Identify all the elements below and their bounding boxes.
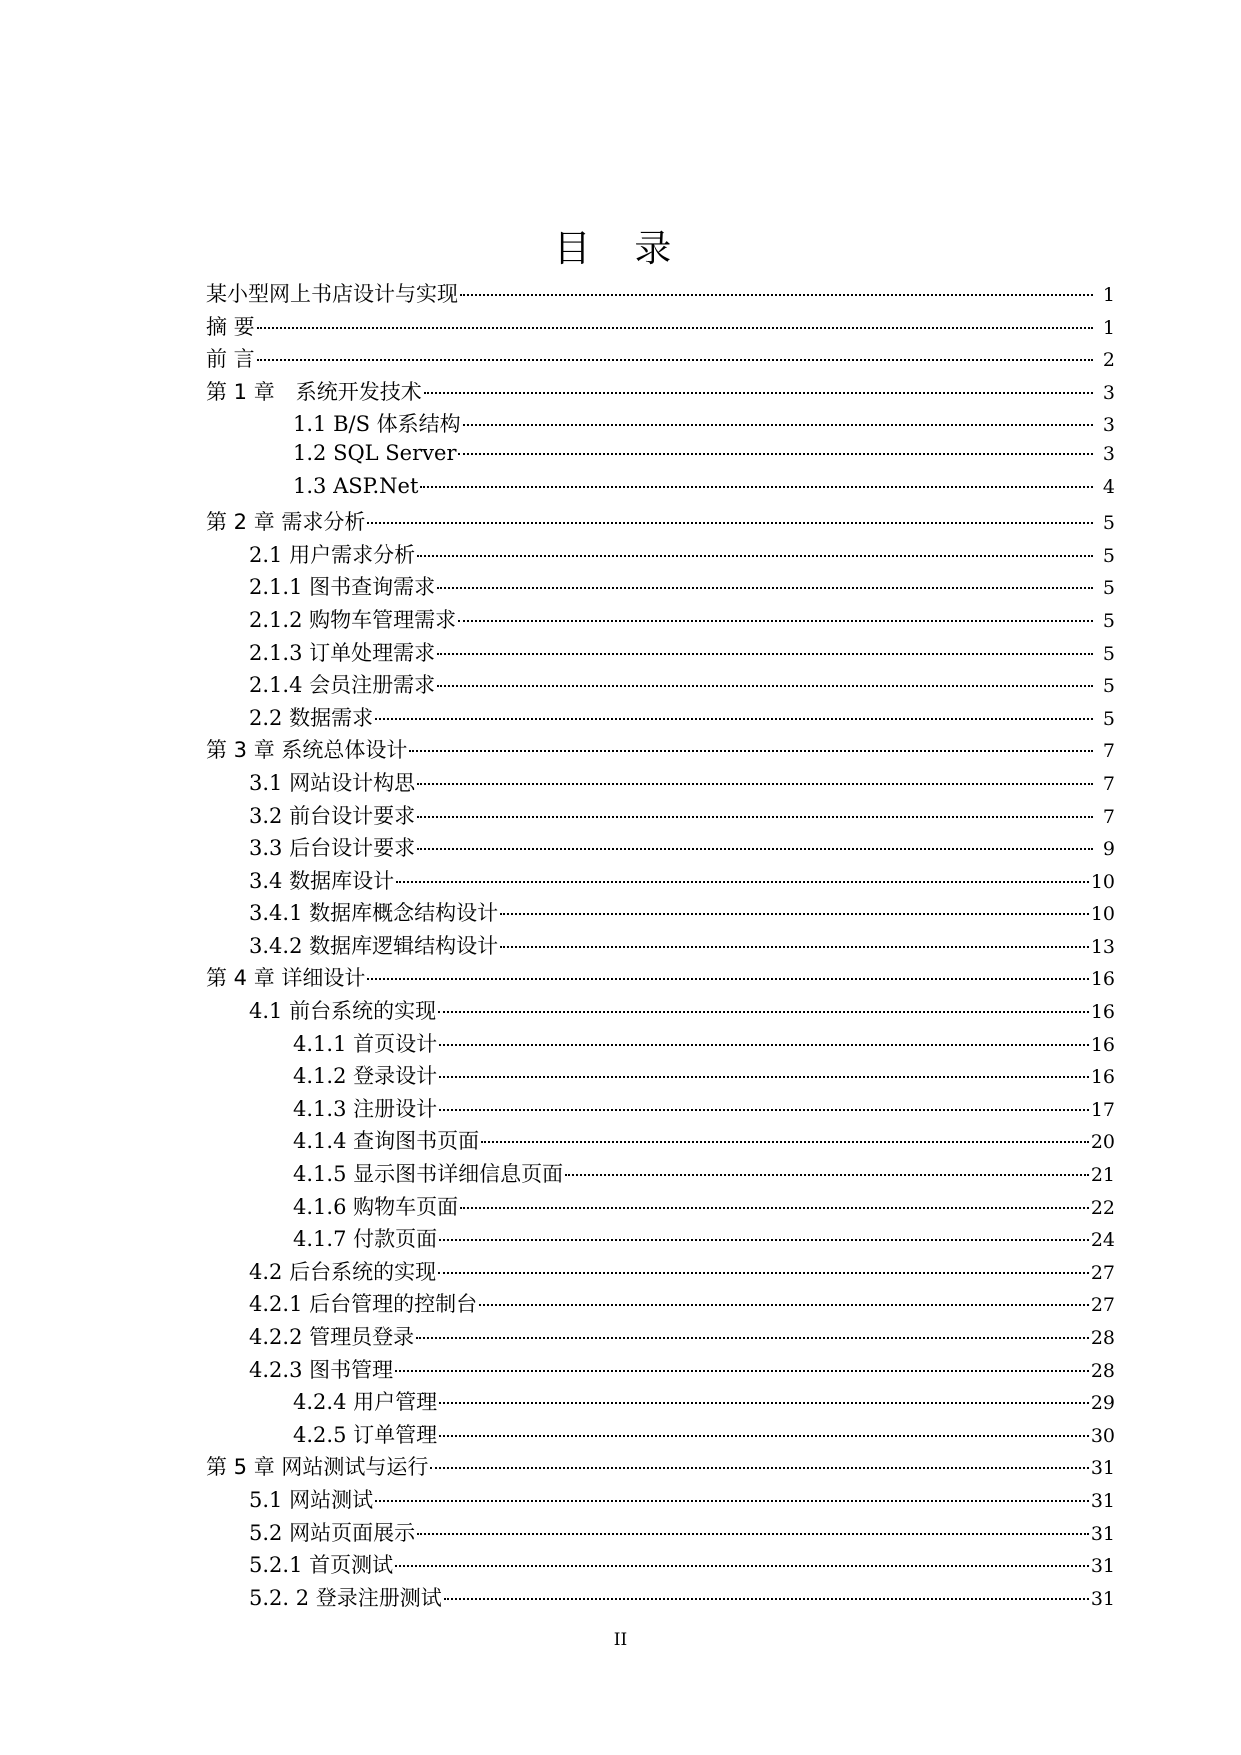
toc-entry-label: 2.1.3 订单处理需求 <box>249 640 436 665</box>
toc-entry[interactable] <box>206 1028 1115 1061</box>
toc-entry-label: 某小型网上书店设计与实现 <box>206 282 458 306</box>
dot-leader <box>438 1011 1089 1013</box>
toc-entry-page-number: 31 <box>1090 1555 1115 1578</box>
toc-entry[interactable] <box>206 1582 1115 1615</box>
toc-entry-page-number: 22 <box>1090 1196 1115 1219</box>
toc-entry-label: 2.1 用户需求分析 <box>249 542 416 567</box>
dot-leader <box>437 587 1093 589</box>
toc-entry-label: 第 5 章 网站测试与运行 <box>206 1455 429 1480</box>
toc-entry-label: 4.2 后台系统的实现 <box>249 1259 437 1284</box>
dot-leader <box>417 1533 1089 1535</box>
toc-entry[interactable] <box>206 604 1115 637</box>
page-title: 目 录 <box>553 227 688 270</box>
toc-entry[interactable] <box>206 1354 1115 1387</box>
toc-entry-page-number: 3 <box>1102 381 1115 404</box>
toc-entry-label: 2.2 数据需求 <box>249 705 374 730</box>
toc-entry-label: 4.1.6 购物车页面 <box>293 1194 459 1219</box>
toc-entry-page-number: 5 <box>1102 707 1115 730</box>
toc-entry[interactable] <box>206 1517 1115 1550</box>
toc-entry-label: 第 3 章 系统总体设计 <box>206 738 408 763</box>
toc-entry[interactable] <box>206 1419 1115 1452</box>
dot-leader <box>367 978 1088 980</box>
toc-entry-page-number: 21 <box>1090 1164 1115 1187</box>
dot-leader <box>460 294 1093 296</box>
toc-entry-page-number: 31 <box>1090 1489 1115 1512</box>
dot-leader <box>396 881 1089 883</box>
toc-entry-label: 3.4.2 数据库逻辑结构设计 <box>249 933 499 958</box>
toc-entry-page-number: 13 <box>1090 935 1115 958</box>
toc-entry[interactable] <box>206 1288 1115 1321</box>
dot-leader <box>458 620 1093 622</box>
toc-list <box>206 278 1115 1614</box>
dot-leader <box>417 555 1093 557</box>
toc-entry[interactable] <box>206 800 1115 833</box>
dot-leader <box>417 816 1093 818</box>
dot-leader <box>437 685 1093 687</box>
toc-entry-page-number: 16 <box>1090 1033 1115 1056</box>
page-number: II <box>613 1630 628 1650</box>
toc-entry[interactable] <box>206 1125 1115 1158</box>
toc-entry-label: 4.2.4 用户管理 <box>293 1390 438 1415</box>
toc-entry-page-number: 7 <box>1102 805 1115 828</box>
toc-entry-page-number: 27 <box>1090 1261 1115 1284</box>
toc-entry-label: 2.1.1 图书查询需求 <box>249 575 436 600</box>
toc-entry[interactable] <box>206 1386 1115 1419</box>
dot-leader <box>417 848 1093 850</box>
dot-leader <box>257 327 1093 329</box>
toc-entry-page-number: 5 <box>1102 544 1115 567</box>
toc-entry[interactable] <box>206 571 1115 604</box>
toc-entry-page-number: 16 <box>1090 1001 1115 1024</box>
toc-entry-page-number: 2 <box>1102 349 1115 372</box>
toc-entry[interactable] <box>206 832 1115 865</box>
toc-entry[interactable] <box>206 376 1115 409</box>
toc-entry-page-number: 31 <box>1090 1457 1115 1480</box>
toc-entry-label: 5.2 网站页面展示 <box>249 1520 416 1545</box>
toc-entry-label: 5.2.1 首页测试 <box>249 1553 394 1578</box>
dot-leader <box>439 1076 1089 1078</box>
toc-entry-label: 4.2.5 订单管理 <box>293 1422 438 1447</box>
dot-leader <box>565 1174 1089 1176</box>
toc-entry-page-number: 1 <box>1102 284 1115 306</box>
dot-leader <box>439 1402 1089 1404</box>
toc-entry[interactable] <box>206 962 1115 995</box>
toc-entry-label: 1.1 B/S 体系结构 <box>293 412 461 437</box>
toc-entry-label: 4.1.3 注册设计 <box>293 1096 438 1121</box>
toc-entry-page-number: 17 <box>1090 1098 1115 1121</box>
toc-entry-page-number: 10 <box>1090 903 1115 926</box>
toc-entry-page-number: 5 <box>1102 642 1115 665</box>
toc-entry-label: 4.1.5 显示图书详细信息页面 <box>293 1162 564 1187</box>
dot-leader <box>458 453 1093 455</box>
dot-leader <box>481 1141 1089 1143</box>
toc-entry-label: 第 4 章 详细设计 <box>206 966 366 991</box>
toc-entry[interactable] <box>206 669 1115 702</box>
dot-leader <box>479 1304 1089 1306</box>
toc-entry[interactable] <box>206 311 1115 344</box>
toc-entry-page-number: 29 <box>1090 1392 1115 1415</box>
toc-entry[interactable] <box>206 408 1115 441</box>
toc-entry-page-number: 1 <box>1102 316 1115 339</box>
toc-entry[interactable] <box>206 1484 1115 1517</box>
dot-leader <box>439 1109 1089 1111</box>
toc-entry[interactable] <box>206 441 1115 474</box>
toc-entry-label: 3.1 网站设计构思 <box>249 770 416 795</box>
toc-entry-label: 1.3 ASP.Net <box>293 473 419 498</box>
toc-entry[interactable] <box>206 865 1115 898</box>
toc-entry[interactable] <box>206 539 1115 572</box>
toc-entry[interactable] <box>206 474 1115 507</box>
toc-entry[interactable] <box>206 1060 1115 1093</box>
dot-leader <box>444 1598 1089 1600</box>
dot-leader <box>424 392 1093 394</box>
toc-entry-label: 4.2.1 后台管理的控制台 <box>249 1292 478 1317</box>
toc-entry-page-number: 10 <box>1090 870 1115 893</box>
toc-entry-label: 2.1.4 会员注册需求 <box>249 673 436 698</box>
toc-entry-page-number: 3 <box>1102 442 1115 465</box>
toc-entry[interactable] <box>206 897 1115 930</box>
dot-leader <box>417 783 1093 785</box>
toc-entry-label: 4.2.2 管理员登录 <box>249 1325 415 1349</box>
toc-entry-label: 4.1.1 首页设计 <box>293 1031 438 1056</box>
dot-leader <box>439 1435 1089 1437</box>
toc-entry[interactable] <box>206 767 1115 800</box>
dot-leader <box>463 424 1093 426</box>
toc-entry-label: 4.2.3 图书管理 <box>249 1357 394 1382</box>
toc-entry-page-number: 4 <box>1102 475 1115 498</box>
dot-leader <box>500 913 1089 915</box>
dot-leader <box>438 1272 1089 1274</box>
dot-leader <box>430 1467 1088 1469</box>
toc-entry-label: 3.4.1 数据库概念结构设计 <box>249 901 499 926</box>
toc-entry-label: 1.2 SQL Server <box>293 440 457 465</box>
dot-leader <box>375 718 1093 720</box>
toc-entry-label: 摘 要 <box>206 314 255 339</box>
toc-entry-label: 2.1.2 购物车管理需求 <box>249 607 457 632</box>
dot-leader <box>416 1337 1089 1339</box>
dot-leader <box>367 522 1093 524</box>
toc-entry-page-number: 7 <box>1102 772 1115 795</box>
toc-entry-label: 4.1.4 查询图书页面 <box>293 1129 480 1154</box>
toc-entry-label: 4.1 前台系统的实现 <box>249 999 437 1024</box>
toc-entry-page-number: 9 <box>1102 838 1115 861</box>
dot-leader <box>439 1044 1089 1046</box>
toc-entry-label: 3.3 后台设计要求 <box>249 836 416 861</box>
toc-entry[interactable] <box>206 734 1115 767</box>
toc-entry[interactable] <box>206 637 1115 670</box>
toc-entry-label: 前 言 <box>206 347 255 372</box>
toc-entry-page-number: 31 <box>1090 1522 1115 1545</box>
toc-entry-page-number: 5 <box>1102 577 1115 600</box>
dot-leader <box>395 1565 1089 1567</box>
dot-leader <box>437 653 1093 655</box>
dot-leader <box>500 946 1089 948</box>
toc-entry-page-number: 28 <box>1090 1359 1115 1382</box>
toc-entry-page-number: 5 <box>1102 512 1115 535</box>
toc-entry[interactable] <box>206 506 1115 539</box>
toc-entry-label: 4.1.7 付款页面 <box>293 1227 438 1252</box>
toc-entry-page-number: 31 <box>1090 1587 1115 1610</box>
toc-entry-page-number: 30 <box>1090 1424 1115 1447</box>
toc-entry-page-number: 16 <box>1090 1066 1115 1089</box>
toc-entry[interactable] <box>206 1191 1115 1224</box>
toc-entry-label: 第 1 章 系统开发技术 <box>206 379 422 404</box>
dot-leader <box>375 1500 1089 1502</box>
toc-entry-label: 3.4 数据库设计 <box>249 868 395 893</box>
toc-entry-page-number: 7 <box>1102 740 1115 763</box>
toc-entry-page-number: 27 <box>1090 1294 1115 1317</box>
toc-entry[interactable] <box>206 1549 1115 1582</box>
dot-leader <box>439 1239 1089 1241</box>
dot-leader <box>460 1207 1089 1209</box>
toc-entry-label: 5.2. 2 登录注册测试 <box>249 1585 442 1610</box>
dot-leader <box>409 750 1093 752</box>
toc-entry-page-number: 5 <box>1102 609 1115 632</box>
toc-entry-label: 第 2 章 需求分析 <box>206 510 366 535</box>
toc-entry-page-number: 28 <box>1090 1327 1115 1349</box>
toc-entry[interactable] <box>206 930 1115 963</box>
toc-entry[interactable] <box>206 1451 1115 1484</box>
toc-entry[interactable] <box>206 1093 1115 1126</box>
toc-entry-page-number: 3 <box>1102 414 1115 437</box>
toc-entry[interactable] <box>206 343 1115 376</box>
toc-entry[interactable] <box>206 1158 1115 1191</box>
toc-entry-label: 3.2 前台设计要求 <box>249 803 416 828</box>
toc-entry-label: 4.1.2 登录设计 <box>293 1064 438 1089</box>
toc-entry[interactable] <box>206 1223 1115 1256</box>
toc-entry-label: 5.1 网站测试 <box>249 1487 374 1512</box>
toc-entry-page-number: 5 <box>1102 675 1115 698</box>
toc-entry[interactable] <box>206 278 1115 311</box>
toc-entry-page-number: 24 <box>1090 1229 1115 1252</box>
dot-leader <box>395 1370 1089 1372</box>
dot-leader <box>420 486 1093 488</box>
toc-entry-page-number: 16 <box>1090 968 1115 991</box>
toc-entry[interactable] <box>206 1321 1115 1354</box>
toc-entry[interactable] <box>206 995 1115 1028</box>
toc-entry[interactable] <box>206 702 1115 735</box>
toc-entry[interactable] <box>206 1256 1115 1289</box>
toc-entry-page-number: 20 <box>1090 1131 1115 1154</box>
dot-leader <box>257 359 1093 361</box>
